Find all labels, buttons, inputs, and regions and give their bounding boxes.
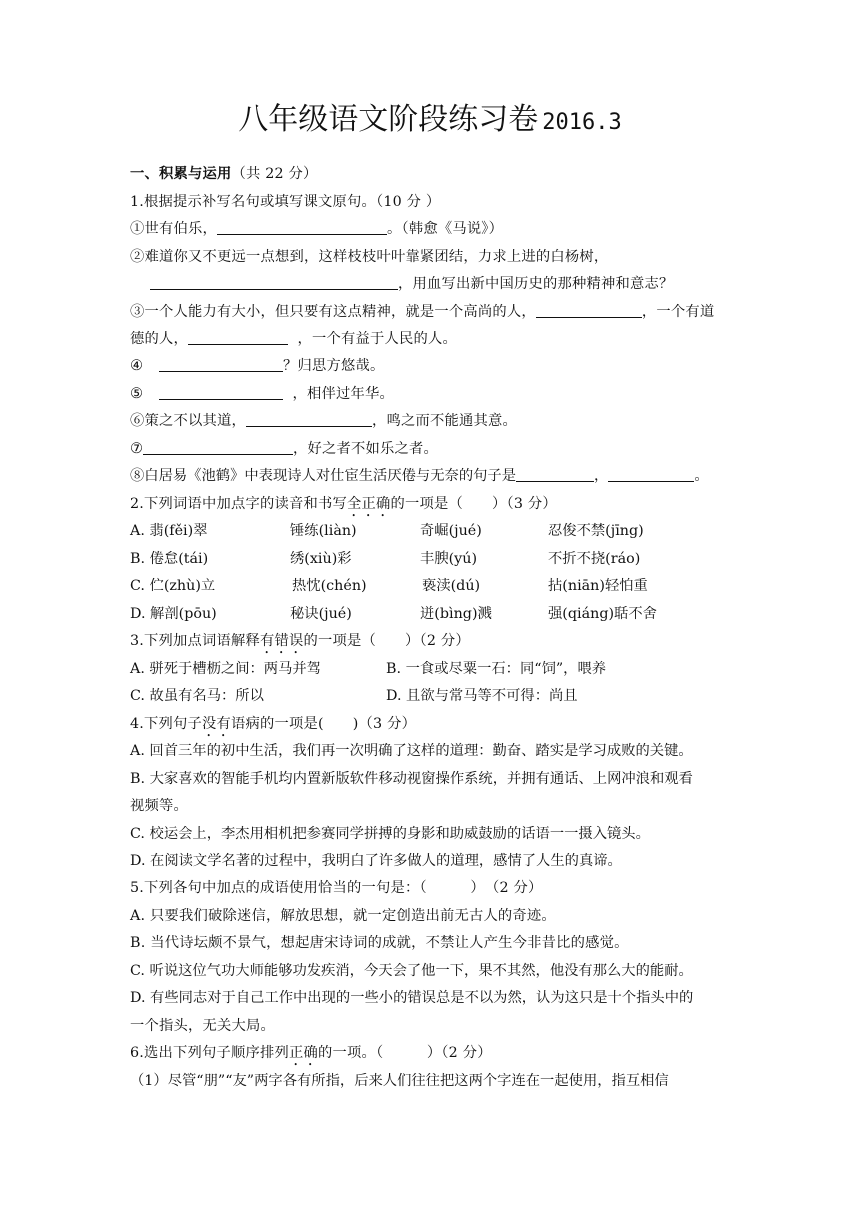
answer-blank[interactable]: [159, 385, 283, 400]
q1-line-9: [130, 439, 730, 459]
q4-stem-a: 4.下列句子: [130, 716, 203, 732]
q2-stem: [130, 494, 730, 520]
q1-line-1-a: ①世有伯乐，: [130, 221, 217, 237]
q1-line-1: [130, 219, 730, 239]
option-cell: D. 解剖(pōu): [130, 606, 217, 622]
answer-blank[interactable]: [143, 440, 293, 455]
q4-option-b-line-2: 视频等。: [130, 798, 188, 814]
q2-stem-emphasis: 全正确: [347, 496, 391, 512]
option-cell: 强(qiáng)聒不舍: [548, 606, 657, 622]
q1-line-6-b: ？归思方悠哉。: [283, 358, 385, 374]
q3-stem-a: 3.下列加点词语解释: [130, 633, 261, 649]
q6-stem-emphasis: 正确: [289, 1045, 319, 1061]
q1-line-10-c: 。: [694, 468, 709, 484]
answer-blank[interactable]: [608, 467, 694, 482]
option-cell: 锤练(liàn): [290, 523, 357, 539]
q3-options-cd: [130, 686, 730, 706]
option-cell: A. 翡(fěi)翠: [130, 523, 208, 539]
answer-blank[interactable]: [159, 357, 283, 372]
title-year: 2016.3: [542, 110, 622, 135]
option-cell: 秘诀(jué): [290, 606, 352, 622]
option-cell: 绣(xiù)彩: [290, 551, 352, 567]
q1-line-4-a: ③一个人能力有大小，但只要有这点精神，就是一个高尚的人，: [130, 304, 536, 320]
q4-stem-c: 语病的一项是( )（3 分）: [231, 716, 417, 732]
q1-line-8-b: ，鸣之而不能通其意。: [371, 413, 517, 429]
option-cell: 不折不挠(ráo): [548, 551, 641, 567]
answer-blank[interactable]: [246, 412, 372, 427]
q6-sentence-1: （1）尽管“朋”“友”两字各有所指，后来人们往往把这两个字连在一起使用，指互相信: [130, 1073, 669, 1089]
option-cell: 丰腴(yú): [420, 551, 478, 567]
q2-option-c: [130, 576, 730, 596]
q6-stem-c: 的一项。（ ）（2 分）: [318, 1045, 492, 1061]
q5-option-b: B. 当代诗坛颇不景气，想起唐宋诗词的成就，不禁让人产生今非昔比的感觉。: [130, 935, 629, 951]
q4-stem: [130, 714, 730, 740]
option-cell: 迸(bìng)溅: [420, 606, 492, 622]
q4-option-d: D. 在阅读文学名著的过程中，我明白了许多做人的道理，感情了人生的真谛。: [130, 853, 622, 869]
answer-blank[interactable]: [516, 467, 594, 482]
answer-blank[interactable]: [188, 330, 288, 345]
option-cell: 忍俊不禁(jīng): [548, 523, 644, 539]
q1-line-5-b: ，一个有益于人民的人。: [297, 331, 457, 347]
q1-line-3: [130, 274, 730, 294]
q3-option-c: C. 故虽有名马：所以: [130, 688, 264, 704]
option-cell: 拈(niān)轻怕重: [548, 578, 648, 594]
q5-option-d-line-1: D. 有些同志对于自己工作中出现的一些小的错误总是不以为然，认为这只是十个指头中的: [130, 990, 694, 1006]
q5-option-c: C. 听说这位气功大师能够功发疾消，今天会了他一下，果不其然，他没有那么大的能耐。: [130, 963, 693, 979]
q6-stem-a: 6.选出下列句子顺序排列: [130, 1045, 290, 1061]
q1-line-10-b: ，: [594, 468, 609, 484]
q4-option-c: C. 校运会上，李杰用相机把参赛同学拼搏的身影和助威鼓励的话语一一摄入镜头。: [130, 826, 650, 842]
section-score-note: （共 22 分）: [231, 166, 318, 182]
q3-option-a: A. 骈死于槽枥之间：两马并驾: [130, 661, 321, 677]
q1-stem: 1.根据提示补写名句或填写课文原句。（10 分 ）: [130, 194, 441, 210]
section-heading-text: 一、积累与运用: [130, 166, 232, 182]
option-cell: B. 倦怠(tái): [130, 551, 209, 567]
option-cell: 热忱(chén): [292, 578, 367, 594]
q3-stem-c: 的一项是（ ）（2 分）: [303, 633, 470, 649]
q1-line-1-b: 。（韩愈《马说》）: [386, 221, 504, 237]
q5-stem: 5.下列各句中加点的成语使用恰当的一句是：（ ） （2 分）: [130, 880, 543, 896]
q1-line-7-b: ，相伴过年华。: [292, 386, 395, 402]
q1-line-6-a: ④: [130, 358, 144, 374]
option-cell: C. 伫(zhù)立: [130, 578, 216, 594]
q1-line-9-b: ，好之者不如乐之者。: [293, 441, 438, 457]
q4-option-a: A. 回首三年的初中生活，我们再一次明确了这样的道理：勤奋、踏实是学习成败的关键。: [130, 743, 693, 759]
title-main: 八年级语文阶段练习卷: [238, 102, 539, 137]
q1-line-5: [130, 329, 730, 349]
q3-option-b: B. 一食或尽粟一石：同“饲”，喂养: [386, 661, 607, 677]
q4-option-b-line-1: B. 大家喜欢的智能手机均内置新版软件移动视窗操作系统，并拥有通话、上网冲浪和观看: [130, 771, 693, 787]
q2-option-a: [130, 521, 730, 541]
answer-blank[interactable]: [536, 303, 642, 318]
page-title: [0, 98, 860, 145]
q1-line-4: [130, 302, 730, 322]
q1-line-5-a: 德的人，: [130, 331, 188, 347]
q1-line-9-a: ⑦: [130, 441, 144, 457]
q3-option-d: D. 且欲与常马等不可得：尚且: [386, 688, 578, 704]
q1-line-2: ②难道你又不更远一点想到，这样枝枝叶叶靠紧团结，力求上进的白杨树，: [130, 249, 609, 265]
q2-stem-c: 的一项是（ ）（3 分）: [390, 496, 557, 512]
q3-stem: [130, 631, 730, 657]
section-heading: [130, 164, 730, 184]
q4-stem-emphasis: 没有: [202, 716, 232, 732]
option-cell: 奇崛(jué): [420, 523, 482, 539]
q6-stem: [130, 1043, 730, 1069]
q1-line-10: [130, 466, 730, 486]
q2-option-b: [130, 549, 730, 569]
q1-line-10-a: ⑧白居易《池鹤》中表现诗人对仕宦生活厌倦与无奈的句子是: [130, 468, 517, 484]
q1-line-7: [130, 384, 730, 404]
q2-option-d: [130, 604, 730, 624]
q3-options-ab: [130, 659, 730, 679]
q1-line-6: [130, 356, 730, 376]
q1-line-3-text: ，用血写出新中国历史的那种精神和意志？: [398, 276, 674, 292]
q1-line-8-a: ⑥策之不以其道，: [130, 413, 246, 429]
q2-stem-a: 2.下列词语中加点字的读音和书写: [130, 496, 347, 512]
q1-line-7-a: ⑤: [130, 386, 144, 402]
option-cell: 亵渎(dú): [422, 578, 481, 594]
q5-option-d-line-2: 一个指头，无关大局。: [130, 1018, 275, 1034]
answer-blank[interactable]: [150, 275, 398, 290]
answer-blank[interactable]: [217, 220, 387, 235]
q3-stem-emphasis: 有错误: [260, 633, 304, 649]
q5-option-a: A. 只要我们破除迷信，解放思想，就一定创造出前无古人的奇迹。: [130, 908, 556, 924]
q1-line-4-b: ，一个有道: [641, 304, 715, 320]
q1-line-8: [130, 411, 730, 431]
